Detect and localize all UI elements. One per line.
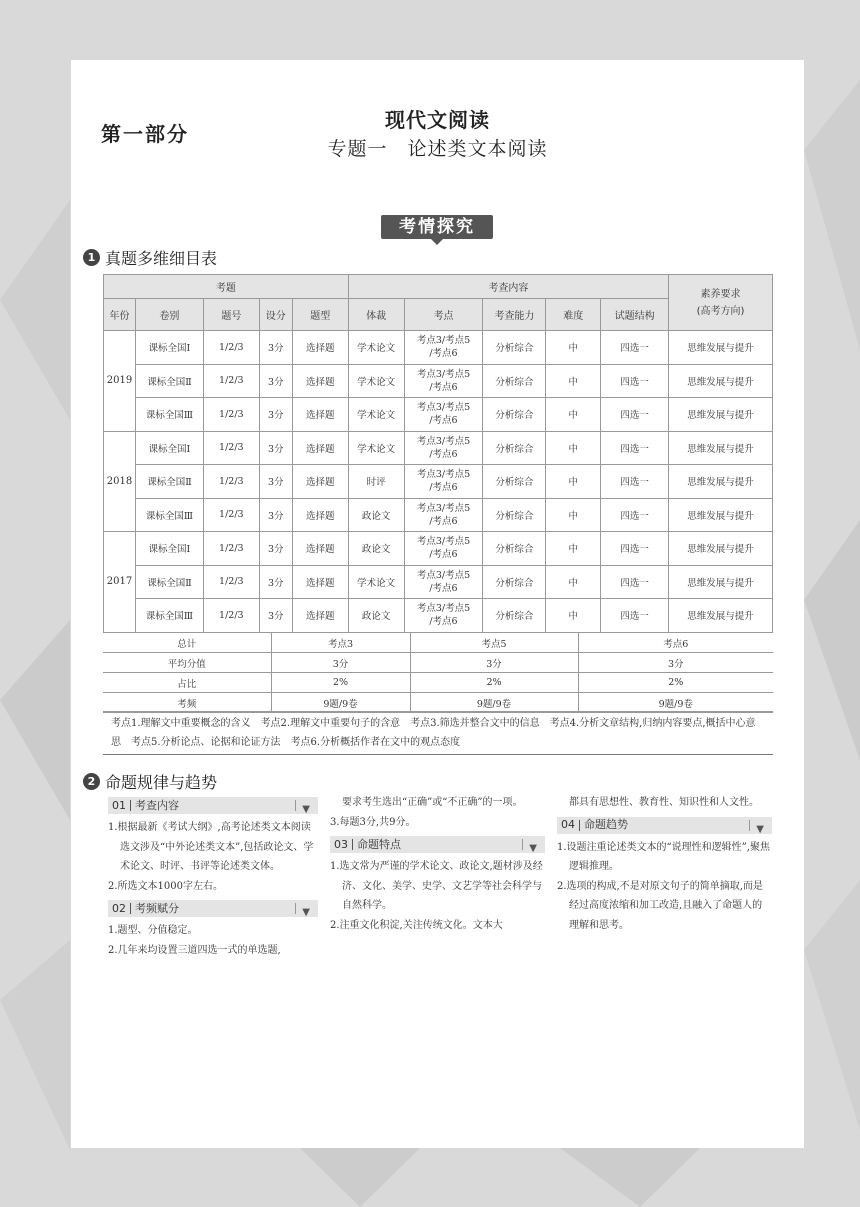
table-cell: 四选一 bbox=[601, 398, 669, 432]
column-2 bbox=[330, 793, 545, 935]
table-cell: 思维发展与提升 bbox=[669, 498, 773, 532]
table-cell: 四选一 bbox=[601, 465, 669, 499]
chevron-down-icon: ▼ bbox=[756, 823, 764, 835]
column-header: 难度 bbox=[546, 299, 601, 331]
block-04-item: 2.选项的构成,不是对原文句子的简单摘取,而是经过高度浓缩和加工改造,且融入了命题人的理解和思考。 bbox=[557, 880, 763, 931]
table-cell: 选择题 bbox=[292, 498, 348, 532]
table-cell: 思维发展与提升 bbox=[669, 364, 773, 398]
document-page bbox=[71, 60, 804, 1148]
table-cell: 学术论文 bbox=[348, 331, 404, 365]
table-cell: 1/2/3 bbox=[203, 431, 259, 465]
table-cell: 选择题 bbox=[292, 398, 348, 432]
table-cell: 选择题 bbox=[292, 364, 348, 398]
table-cell: 课标全国Ⅲ bbox=[135, 599, 203, 633]
table-row bbox=[104, 331, 773, 365]
table-cell: 课标全国Ⅲ bbox=[135, 498, 203, 532]
section-2-heading bbox=[83, 770, 217, 793]
table-cell: 分析综合 bbox=[483, 431, 546, 465]
table-cell: 分析综合 bbox=[483, 532, 546, 566]
header-content: 考查内容 bbox=[348, 275, 668, 299]
table-cell: 四选一 bbox=[601, 431, 669, 465]
table-cell: 3分 bbox=[259, 331, 292, 365]
table-cell: 1/2/3 bbox=[203, 565, 259, 599]
block-01-item: 2.所选文本1000字左右。 bbox=[108, 880, 223, 892]
table-cell: 1/2/3 bbox=[203, 599, 259, 633]
table-cell: 中 bbox=[546, 532, 601, 566]
section-1-title: 真题多维细目表 bbox=[105, 249, 218, 268]
column-3 bbox=[557, 793, 772, 935]
table-cell: 3分 bbox=[259, 364, 292, 398]
table-cell: 课标全国Ⅰ bbox=[135, 431, 203, 465]
table-cell: 选择题 bbox=[292, 465, 348, 499]
table-cell: 课标全国Ⅰ bbox=[135, 532, 203, 566]
table-cell: 政论文 bbox=[348, 532, 404, 566]
table-cell: 考点3/考点5 /考点6 bbox=[404, 465, 483, 499]
table-cell: 考点3/考点5 /考点6 bbox=[404, 599, 483, 633]
table-cell: 政论文 bbox=[348, 599, 404, 633]
table-cell: 四选一 bbox=[601, 331, 669, 365]
table-cell: 四选一 bbox=[601, 599, 669, 633]
table-cell: 政论文 bbox=[348, 498, 404, 532]
summary-cell: 2% bbox=[410, 673, 578, 693]
block-03-item-continued: 都具有思想性、教育性、知识性和人文性。 bbox=[569, 797, 759, 808]
table-row bbox=[104, 398, 773, 432]
table-cell: 思维发展与提升 bbox=[669, 465, 773, 499]
table-cell: 选择题 bbox=[292, 565, 348, 599]
column-header: 卷别 bbox=[135, 299, 203, 331]
summary-cell: 3分 bbox=[271, 653, 410, 673]
table-cell: 中 bbox=[546, 599, 601, 633]
table-cell: 3分 bbox=[259, 465, 292, 499]
table-cell: 思维发展与提升 bbox=[669, 565, 773, 599]
table-cell: 1/2/3 bbox=[203, 331, 259, 365]
table-cell: 考点3/考点5 /考点6 bbox=[404, 565, 483, 599]
table-cell: 四选一 bbox=[601, 498, 669, 532]
block-03-item: 1.选文常为严谨的学术论文、政论文,题材涉及经济、文化、美学、史学、文艺学等社会科学与自然科学。 bbox=[330, 861, 543, 911]
table-cell: 思维发展与提升 bbox=[669, 431, 773, 465]
summary-row bbox=[103, 693, 773, 713]
table-cell: 选择题 bbox=[292, 431, 348, 465]
badge-arrow-icon bbox=[431, 239, 443, 245]
chevron-down-icon: ▼ bbox=[302, 907, 310, 918]
summary-cell: 3分 bbox=[410, 653, 578, 673]
table-cell: 学术论文 bbox=[348, 431, 404, 465]
summary-cell: 9题/9卷 bbox=[410, 693, 578, 713]
summary-cell: 占比 bbox=[103, 673, 271, 693]
summary-cell: 考点5 bbox=[410, 633, 578, 653]
table-cell: 思维发展与提升 bbox=[669, 331, 773, 365]
table-cell: 课标全国Ⅱ bbox=[135, 364, 203, 398]
table-cell: 四选一 bbox=[601, 364, 669, 398]
block-02-item: 3.每题3分,共9分。 bbox=[330, 816, 416, 828]
header-literacy: 素养要求 (高考方向) bbox=[669, 275, 773, 331]
table-cell: 课标全国Ⅰ bbox=[135, 331, 203, 365]
table-cell: 思维发展与提升 bbox=[669, 532, 773, 566]
table-cell: 选择题 bbox=[292, 331, 348, 365]
table-cell: 四选一 bbox=[601, 532, 669, 566]
table-row bbox=[104, 532, 773, 566]
block-02-item: 1.题型、分值稳定。 bbox=[108, 925, 198, 936]
table-cell: 中 bbox=[546, 565, 601, 599]
part-label: 第一部分 bbox=[101, 122, 189, 146]
table-cell: 中 bbox=[546, 331, 601, 365]
table-cell: 分析综合 bbox=[483, 364, 546, 398]
year-cell: 2017 bbox=[104, 532, 136, 633]
table-cell: 1/2/3 bbox=[203, 398, 259, 432]
column-header: 年份 bbox=[104, 299, 136, 331]
section-number-icon: 2 bbox=[83, 773, 100, 790]
summary-table bbox=[103, 633, 773, 713]
table-cell: 1/2/3 bbox=[203, 532, 259, 566]
section-1-heading bbox=[83, 246, 217, 269]
column-header: 考点 bbox=[404, 299, 483, 331]
table-cell: 时评 bbox=[348, 465, 404, 499]
table-cell: 思维发展与提升 bbox=[669, 599, 773, 633]
table-cell: 学术论文 bbox=[348, 565, 404, 599]
table-cell: 分析综合 bbox=[483, 498, 546, 532]
table-row bbox=[104, 364, 773, 398]
summary-cell: 考点6 bbox=[578, 633, 773, 653]
summary-row bbox=[103, 653, 773, 673]
table-cell: 思维发展与提升 bbox=[669, 398, 773, 432]
table-row bbox=[104, 565, 773, 599]
summary-cell: 考频 bbox=[103, 693, 271, 713]
summary-row bbox=[103, 633, 773, 653]
table-cell: 中 bbox=[546, 498, 601, 532]
table-cell: 学术论文 bbox=[348, 364, 404, 398]
table-cell: 四选一 bbox=[601, 565, 669, 599]
table-cell: 3分 bbox=[259, 532, 292, 566]
block-04-header: 04 命题趋势 ▼ bbox=[557, 817, 772, 834]
exam-point-notes: 考点1.理解文中重要概念的含义 考点2.理解文中重要句子的含意 考点3.筛选并整合文中的信息 考点4.分析文章结构,归纳内容要点,概括中心意思 考点5.分析论点、论据和论证方法 考点6.分析概括作者在文中的观点态度 bbox=[103, 711, 773, 755]
table-cell: 课标全国Ⅱ bbox=[135, 565, 203, 599]
block-02-item-continued: 要求考生选出“正确”或“不正确”的一项。 bbox=[342, 797, 523, 808]
table-row bbox=[104, 498, 773, 532]
chevron-down-icon: ▼ bbox=[529, 843, 537, 854]
table-cell: 分析综合 bbox=[483, 465, 546, 499]
table-cell: 中 bbox=[546, 465, 601, 499]
table-cell: 考点3/考点5 /考点6 bbox=[404, 398, 483, 432]
table-cell: 分析综合 bbox=[483, 599, 546, 633]
block-03-header: 03 命题特点 ▼ bbox=[330, 836, 545, 853]
table-cell: 课标全国Ⅱ bbox=[135, 465, 203, 499]
section-number-icon: 1 bbox=[83, 249, 100, 266]
table-cell: 考点3/考点5 /考点6 bbox=[404, 431, 483, 465]
table-cell: 考点3/考点5 /考点6 bbox=[404, 331, 483, 365]
table-cell: 1/2/3 bbox=[203, 465, 259, 499]
exam-table bbox=[103, 274, 773, 633]
summary-cell: 2% bbox=[271, 673, 410, 693]
table-cell: 选择题 bbox=[292, 532, 348, 566]
table-cell: 考点3/考点5 /考点6 bbox=[404, 364, 483, 398]
table-cell: 课标全国Ⅲ bbox=[135, 398, 203, 432]
table-cell: 分析综合 bbox=[483, 398, 546, 432]
block-01-header: 01 考查内容 ▼ bbox=[108, 797, 318, 814]
header-exam: 考题 bbox=[104, 275, 349, 299]
column-header: 题号 bbox=[203, 299, 259, 331]
table-cell: 3分 bbox=[259, 398, 292, 432]
chevron-down-icon: ▼ bbox=[302, 804, 310, 815]
table-cell: 中 bbox=[546, 431, 601, 465]
table-cell: 考点3/考点5 /考点6 bbox=[404, 532, 483, 566]
summary-cell: 平均分值 bbox=[103, 653, 271, 673]
summary-cell: 2% bbox=[578, 673, 773, 693]
table-row bbox=[104, 431, 773, 465]
column-header: 题型 bbox=[292, 299, 348, 331]
table-cell: 3分 bbox=[259, 431, 292, 465]
column-header: 考查能力 bbox=[483, 299, 546, 331]
table-cell: 1/2/3 bbox=[203, 498, 259, 532]
table-cell: 考点3/考点5 /考点6 bbox=[404, 498, 483, 532]
table-cell: 中 bbox=[546, 398, 601, 432]
table-cell: 3分 bbox=[259, 599, 292, 633]
table-cell: 分析综合 bbox=[483, 565, 546, 599]
block-04-item: 1.设题注重论述类文本的“说理性和逻辑性”,聚焦逻辑推理。 bbox=[557, 841, 770, 872]
summary-cell: 9题/9卷 bbox=[578, 693, 773, 713]
table-row bbox=[104, 465, 773, 499]
block-02-item: 2.几年来均设置三道四选一式的单选题, bbox=[108, 944, 281, 956]
table-cell: 3分 bbox=[259, 565, 292, 599]
column-header: 设分 bbox=[259, 299, 292, 331]
summary-cell: 3分 bbox=[578, 653, 773, 673]
summary-cell: 9题/9卷 bbox=[271, 693, 410, 713]
table-cell: 选择题 bbox=[292, 599, 348, 633]
section-2-title: 命题规律与趋势 bbox=[105, 773, 218, 792]
table-cell: 学术论文 bbox=[348, 398, 404, 432]
column-1 bbox=[108, 797, 318, 960]
year-cell: 2019 bbox=[104, 331, 136, 432]
table-cell: 3分 bbox=[259, 498, 292, 532]
table-cell: 1/2/3 bbox=[203, 364, 259, 398]
summary-row bbox=[103, 673, 773, 693]
year-cell: 2018 bbox=[104, 431, 136, 532]
block-01-item: 1.根据最新《考试大纲》,高考论述类文本阅读选文涉及“中外论述类文本”,包括政论文、学术论文、时评、书评等论述类文体。 bbox=[108, 822, 314, 872]
column-header: 体裁 bbox=[348, 299, 404, 331]
summary-cell: 考点3 bbox=[271, 633, 410, 653]
block-03-item: 2.注重文化积淀,关注传统文化。文本大 bbox=[330, 919, 503, 931]
summary-cell: 总计 bbox=[103, 633, 271, 653]
sub-title: 专题一 论述类文本阅读 bbox=[327, 138, 548, 160]
table-cell: 中 bbox=[546, 364, 601, 398]
section-badge: 考情探究 bbox=[381, 215, 493, 239]
main-title: 现代文阅读 bbox=[385, 108, 490, 132]
table-row bbox=[104, 599, 773, 633]
column-header: 试题结构 bbox=[601, 299, 669, 331]
table-cell: 分析综合 bbox=[483, 331, 546, 365]
block-02-header: 02 考频赋分 ▼ bbox=[108, 900, 318, 917]
